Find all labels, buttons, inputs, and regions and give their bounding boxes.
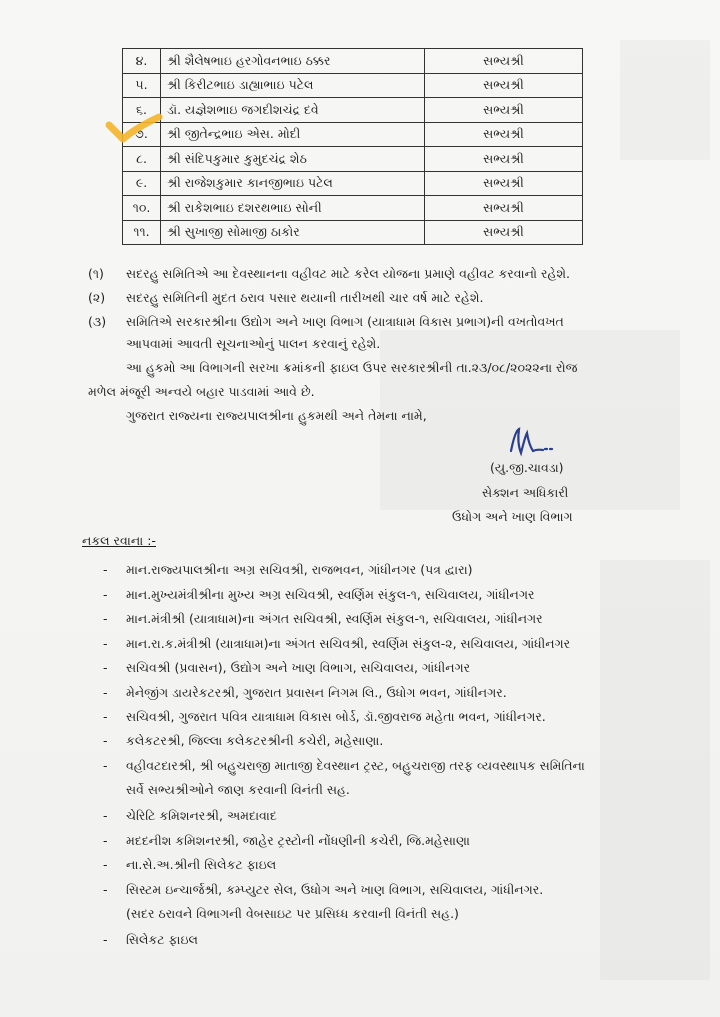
list-bullet: - bbox=[103, 587, 108, 602]
list-item-continuation bbox=[0, 782, 720, 800]
list-item bbox=[0, 882, 720, 900]
list-item-text: સર્વે સભ્યશ્રીઓને જાણ કરવાની વિનંતી સહ. bbox=[126, 782, 350, 797]
list-bullet: - bbox=[103, 611, 108, 626]
list-item-text: માન.રા.ક.મંત્રીશ્રી (યાત્રાધામ)ના અંગત સચિવશ્રી, સ્વર્ણિમ સંકુલ-૨, સચિવાલય, ગાંધીનગર bbox=[126, 636, 571, 651]
table-row bbox=[123, 220, 583, 245]
member-name: શ્રી શૈલેષભાઇ હરગોવનભાઇ ઠક્કર bbox=[161, 49, 425, 74]
member-name: શ્રી કિરીટભાઇ ડાહ્યાભાઇ પટેલ bbox=[161, 73, 425, 98]
table-row bbox=[123, 122, 583, 147]
signature-mark bbox=[505, 423, 555, 459]
list-item-text: (સદર ઠરાવને વિભાગની વેબસાઇટ પર પ્રસિધ્ધ કરવાની વિનંતી સહ.) bbox=[126, 906, 459, 921]
member-role: સભ્યશ્રી bbox=[425, 73, 583, 98]
table-row bbox=[123, 98, 583, 123]
member-role: સભ્યશ્રી bbox=[425, 49, 583, 74]
order-text-line-1: આ હુકમો આ વિભાગની સરખા ક્રમાંકની ફાઇલ ઉપર સરકારશ્રીની તા.૨૩/૦૮/૨૦૨૨ના રોજ bbox=[126, 360, 578, 375]
clause-number: (૨) bbox=[88, 290, 106, 305]
list-item-text: માન.રાજ્યપાલશ્રીના અગ્ર સચિવશ્રી, રાજભવન, ગાંધીનગર (પત્ર દ્વારા) bbox=[126, 562, 473, 577]
member-role: સભ્યશ્રી bbox=[425, 220, 583, 245]
list-bullet: - bbox=[103, 660, 108, 675]
member-role: સભ્યશ્રી bbox=[425, 147, 583, 172]
table-row bbox=[123, 49, 583, 74]
order-text-line-2: મળેલ મંજૂરી અન્વયે બહાર પાડવામાં આવે છે. bbox=[88, 384, 315, 399]
list-item-text: સિલેકટ ફાઇલ bbox=[126, 932, 198, 947]
member-number: ૧૧. bbox=[123, 220, 161, 245]
list-item bbox=[0, 709, 720, 727]
clause-text: સદરહુ સમિતિની મુદત ઠરાવ પસાર થયાની તારીખથી ચાર વર્ષ માટે રહેશે. bbox=[126, 290, 484, 305]
table-row bbox=[123, 147, 583, 172]
member-name: શ્રી સુખાજી સોમાજી ઠાકોર bbox=[161, 220, 425, 245]
clause-text: આપવામાં આવતી સૂચનાઓનું પાલન કરવાનું રહેશે. bbox=[126, 336, 381, 351]
bleed-through-shadow bbox=[620, 40, 710, 160]
member-number: ૭. bbox=[123, 122, 161, 147]
list-item-text: સિસ્ટમ ઇન્ચાર્જશ્રી, કમ્પ્યુટર સેલ, ઉધોગ અને ખાણ વિભાગ, સચિવાલય, ગાંધીનગર. bbox=[126, 882, 544, 897]
member-role: સભ્યશ્રી bbox=[425, 171, 583, 196]
list-bullet: - bbox=[103, 932, 108, 947]
member-name: શ્રી રાકેશભાઇ દશરથભાઇ સોની bbox=[161, 196, 425, 221]
tick-mark-icon bbox=[103, 109, 163, 149]
list-item bbox=[0, 562, 720, 580]
list-item-text: માન.મુખ્યમંત્રીશ્રીના મુખ્ય અગ્ર સચિવશ્રી, સ્વર્ણિમ સંકુલ-૧, સચિવાલય, ગાંધીનગર bbox=[126, 587, 535, 602]
member-number: ૮. bbox=[123, 147, 161, 172]
list-bullet: - bbox=[103, 733, 108, 748]
list-item bbox=[0, 660, 720, 678]
member-role: સભ્યશ્રી bbox=[425, 122, 583, 147]
copy-heading: નકલ રવાના :- bbox=[82, 533, 156, 548]
list-item bbox=[0, 932, 720, 950]
member-name: શ્રી રાજેશકુમાર કાનજીભાઇ પટેલ bbox=[161, 171, 425, 196]
list-item bbox=[0, 587, 720, 605]
list-item bbox=[0, 636, 720, 654]
member-role: સભ્યશ્રી bbox=[425, 98, 583, 123]
clause-text: સમિતિએ સરકારશ્રીના ઉદ્યોગ અને ખાણ વિભાગ (યાત્રાધામ વિકાસ પ્રભાગ)ની વખતોવખત bbox=[126, 314, 564, 329]
list-item-text: માન.મંત્રીશ્રી (યાત્રાધામ)ના અંગત સચિવશ્રી, સ્વર્ણિમ સંકુલ-૧, સચિવાલય, ગાંધીનગર bbox=[126, 611, 543, 626]
list-bullet: - bbox=[103, 758, 108, 773]
list-item-text: કલેકટરશ્રી, જિલ્લા કલેકટરશ્રીની કચેરી, મહેસાણા. bbox=[126, 733, 384, 748]
list-item-text: ચેરિટિ કમિશનરશ્રી, અમદાવાદ bbox=[126, 808, 277, 823]
signatory-designation: સેક્શન અધિકારી bbox=[482, 485, 569, 500]
member-number: ૫. bbox=[123, 73, 161, 98]
list-bullet: - bbox=[103, 685, 108, 700]
clause-text: સદરહુ સમિતિએ આ દેવસ્થાનના વહીવટ માટે કરેલ યોજના પ્રમાણે વહીવટ કરવાનો રહેશે. bbox=[126, 266, 570, 281]
table-row bbox=[123, 196, 583, 221]
list-bullet: - bbox=[103, 709, 108, 724]
list-item bbox=[0, 685, 720, 703]
list-bullet: - bbox=[103, 808, 108, 823]
table-row bbox=[123, 171, 583, 196]
signatory-name: (યુ.જી.ચાવડા) bbox=[490, 460, 564, 475]
list-item-text: સચિવશ્રી, ગુજરાત પવિત્ર યાત્રાધામ વિકાસ બોર્ડ, ડૉ.જીવરાજ મહેતા ભવન, ગાંધીનગર. bbox=[126, 709, 546, 724]
list-item bbox=[0, 833, 720, 851]
list-item-text: મેનેજીંગ ડાયરેકટરશ્રી, ગુજરાત પ્રવાસન નિગમ લિ., ઉધોગ ભવન, ગાંધીનગર. bbox=[126, 685, 507, 700]
list-item bbox=[0, 733, 720, 751]
list-bullet: - bbox=[103, 562, 108, 577]
list-item-text: સચિવશ્રી (પ્રવાસન), ઉદ્યોગ અને ખાણ વિભાગ, સચિવાલય, ગાંધીનગર bbox=[126, 660, 471, 675]
list-item-text: વહીવટદારશ્રી, શ્રી બહુચરાજી માતાજી દેવસ્થાન ટ્રસ્ટ, બહુચરાજી તરફ વ્યવસ્થાપક સમિતિના bbox=[126, 758, 585, 773]
list-bullet: - bbox=[103, 882, 108, 897]
table-row bbox=[123, 73, 583, 98]
list-bullet: - bbox=[103, 636, 108, 651]
member-table bbox=[122, 48, 583, 245]
member-role: સભ્યશ્રી bbox=[425, 196, 583, 221]
member-number: ૯. bbox=[123, 171, 161, 196]
list-item bbox=[0, 611, 720, 629]
clause-number: (૩) bbox=[88, 314, 107, 329]
member-number: ૬. bbox=[123, 98, 161, 123]
member-number: ૧૦. bbox=[123, 196, 161, 221]
member-number: ૪. bbox=[123, 49, 161, 74]
list-item bbox=[0, 808, 720, 826]
governor-order-line: ગુજરાત રાજ્યના રાજ્યપાલશ્રીના હુકમથી અને તેમના નામે, bbox=[126, 408, 427, 423]
list-item-text: ના.સે.અ.શ્રીની સિલેકટ ફાઇલ bbox=[126, 857, 277, 872]
list-item bbox=[0, 758, 720, 776]
member-name: ડૉ. યજ્ઞેશભાઇ જગદીશચંદ્ર દવે bbox=[161, 98, 425, 123]
list-bullet: - bbox=[103, 857, 108, 872]
member-name: શ્રી સંદિપકુમાર કુમુદચંદ્ર શેઠ bbox=[161, 147, 425, 172]
list-item bbox=[0, 857, 720, 875]
signatory-department: ઉધોગ અને ખાણ વિભાગ bbox=[452, 509, 573, 524]
list-item-continuation bbox=[0, 906, 720, 924]
clause-number: (૧) bbox=[88, 266, 104, 281]
member-name: શ્રી જીતેન્દ્રભાઇ એસ. મોદી bbox=[161, 122, 425, 147]
list-item-text: મદદનીશ કમિશનરશ્રી, જાહેર ટ્રસ્ટોની નોંધણીની કચેરી, જિ.મહેસાણા bbox=[126, 833, 470, 848]
list-bullet: - bbox=[103, 833, 108, 848]
